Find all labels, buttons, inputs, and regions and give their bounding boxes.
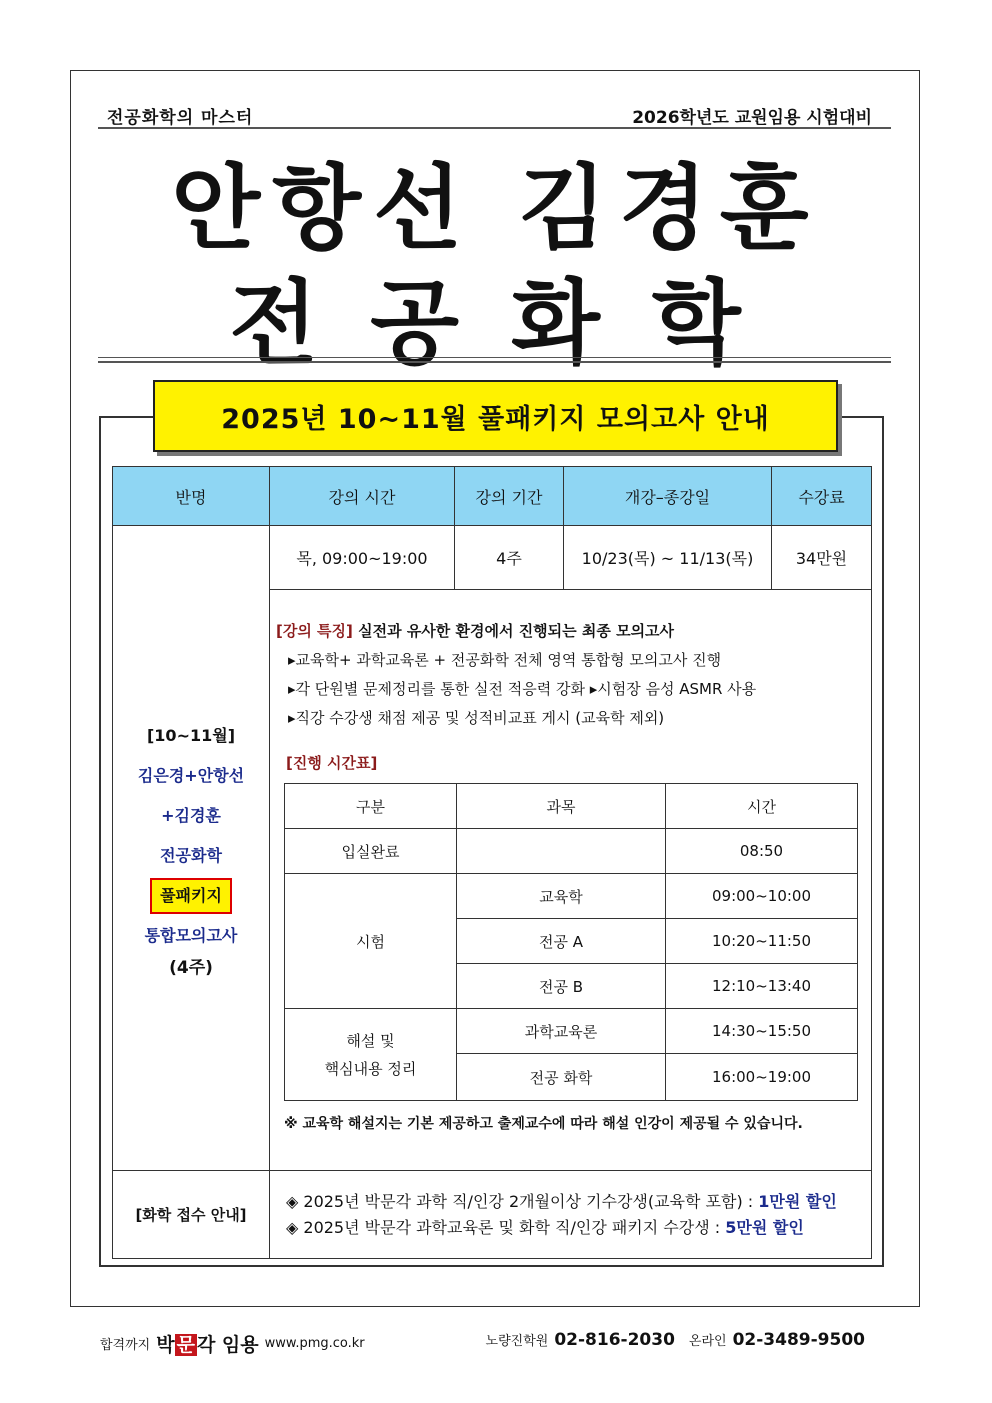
schedule-subject: 전공 A (457, 919, 666, 964)
feature-item: ▸직강 수강생 채점 제공 및 성적비교표 게시 (교육학 제외) (288, 709, 665, 727)
discount-text: ◈ 2025년 박문각 과학교육론 및 화학 직/인강 패키지 수강생 : (286, 1217, 726, 1237)
features-title (276, 620, 871, 641)
feature-item: ▸교육학+ 과학교육론 + 전공화학 전체 영역 통합형 모의고사 진행 (288, 651, 722, 669)
table-header-row (113, 467, 872, 526)
title-divider (98, 357, 891, 363)
footnote: ※ 교육학 해설지는 기본 제공하고 출제교수에 따라 해설 인강이 제공될 수 있습니다. (284, 1116, 803, 1132)
col-header: 반명 (113, 467, 270, 526)
schedule-category: 시험 (285, 874, 457, 1009)
brand-logo (156, 1330, 258, 1357)
lecture-fee: 34만원 (772, 526, 872, 590)
schedule-header-row (285, 784, 858, 829)
class-instructors-2: +김경훈 (161, 806, 221, 825)
class-duration: (4주) (169, 958, 213, 978)
schedule-time: 16:00~19:00 (666, 1054, 858, 1101)
phone-number: 02-816-2030 (554, 1330, 675, 1350)
schedule-row (285, 1009, 858, 1054)
course-table (112, 466, 872, 1259)
class-type: 통합모의고사 (144, 926, 238, 945)
logo-part: 임용 (215, 1334, 259, 1356)
review-label-1: 해설 및 (346, 1031, 395, 1050)
logo-part: 박 (156, 1334, 175, 1356)
title-subject: 전공화학 (229, 270, 793, 377)
package-badge: 풀패키지 (150, 878, 232, 914)
detail-cell (270, 590, 872, 1171)
schedule-subject (457, 829, 666, 874)
schedule-time: 09:00~10:00 (666, 874, 858, 919)
col-header: 개강–종강일 (564, 467, 772, 526)
col-header: 수강료 (772, 467, 872, 526)
logo-part: 각 (196, 1334, 216, 1356)
schedule-time: 14:30~15:50 (666, 1009, 858, 1054)
logo-part: 문 (176, 1334, 195, 1356)
discount-item (286, 1189, 871, 1215)
schedule-table (284, 783, 858, 1101)
class-subject: 전공화학 (160, 846, 222, 865)
schedule-row (285, 829, 858, 874)
class-name-cell (113, 526, 270, 1171)
lecture-time: 목, 09:00~19:00 (270, 526, 455, 590)
schedule-header: 과목 (457, 784, 666, 829)
class-term: [10~11월] (146, 726, 236, 745)
schedule-subject: 전공 B (457, 964, 666, 1009)
schedule-time: 10:20~11:50 (666, 919, 858, 964)
discount-amount: 5만원 할인 (725, 1217, 804, 1237)
branch-label: 노량진학원 (485, 1334, 549, 1349)
schedule-subject: 전공 화학 (457, 1054, 666, 1101)
discount-text: ◈ 2025년 박문각 과학 직/인강 2개월이상 기수강생(교육학 포함) : (286, 1191, 759, 1211)
discount-amount: 1만원 할인 (758, 1191, 837, 1211)
title-instructors: 안항선 김경훈 (171, 155, 821, 262)
schedule-label: [진행 시간표] (286, 754, 378, 772)
schedule-header: 구분 (285, 784, 457, 829)
banner-title: 2025년 10~11월 풀패키지 모의고사 안내 (153, 380, 838, 452)
feature-item: ▸각 단원별 문제정리를 통한 실전 적응력 강화 ▸시험장 음성 ASMR 사용 (288, 680, 757, 698)
lecture-period: 4주 (455, 526, 564, 590)
header-divider (98, 127, 891, 129)
features-headline: 실전과 유사한 환경에서 진행되는 최종 모의고사 (352, 622, 675, 640)
review-label-2: 핵심내용 정리 (324, 1059, 417, 1078)
footer-brand (100, 1330, 365, 1357)
schedule-subject: 과학교육론 (457, 1009, 666, 1054)
lecture-dates: 10/23(목) ~ 11/13(목) (564, 526, 772, 590)
col-header: 강의 시간 (270, 467, 455, 526)
footer-url[interactable]: www.pmg.co.kr (264, 1336, 365, 1351)
schedule-category (285, 1009, 457, 1101)
table-row (113, 1171, 872, 1259)
schedule-time: 08:50 (666, 829, 858, 874)
schedule-subject: 교육학 (457, 874, 666, 919)
discount-cell (270, 1171, 872, 1259)
schedule-header: 시간 (666, 784, 858, 829)
branch-label: 온라인 (688, 1334, 727, 1349)
footer-contacts (486, 1330, 865, 1350)
discount-label: [화학 접수 안내] (113, 1171, 270, 1259)
schedule-category: 입실완료 (285, 829, 457, 874)
features-label: [강의 특징] (276, 622, 353, 640)
header-left-text: 전공화학의 마스터 (107, 108, 254, 128)
phone-number: 02-3489-9500 (732, 1330, 865, 1350)
discount-item (286, 1215, 871, 1241)
schedule-time: 12:10~13:40 (666, 964, 858, 1009)
table-row (113, 526, 872, 590)
schedule-row (285, 874, 858, 919)
footer-tagline: 합격까지 (100, 1338, 151, 1353)
class-instructors: 김은경+안항선 (137, 766, 245, 785)
col-header: 강의 기간 (455, 467, 564, 526)
header-right-text: 2026학년도 교원임용 시험대비 (632, 108, 872, 128)
